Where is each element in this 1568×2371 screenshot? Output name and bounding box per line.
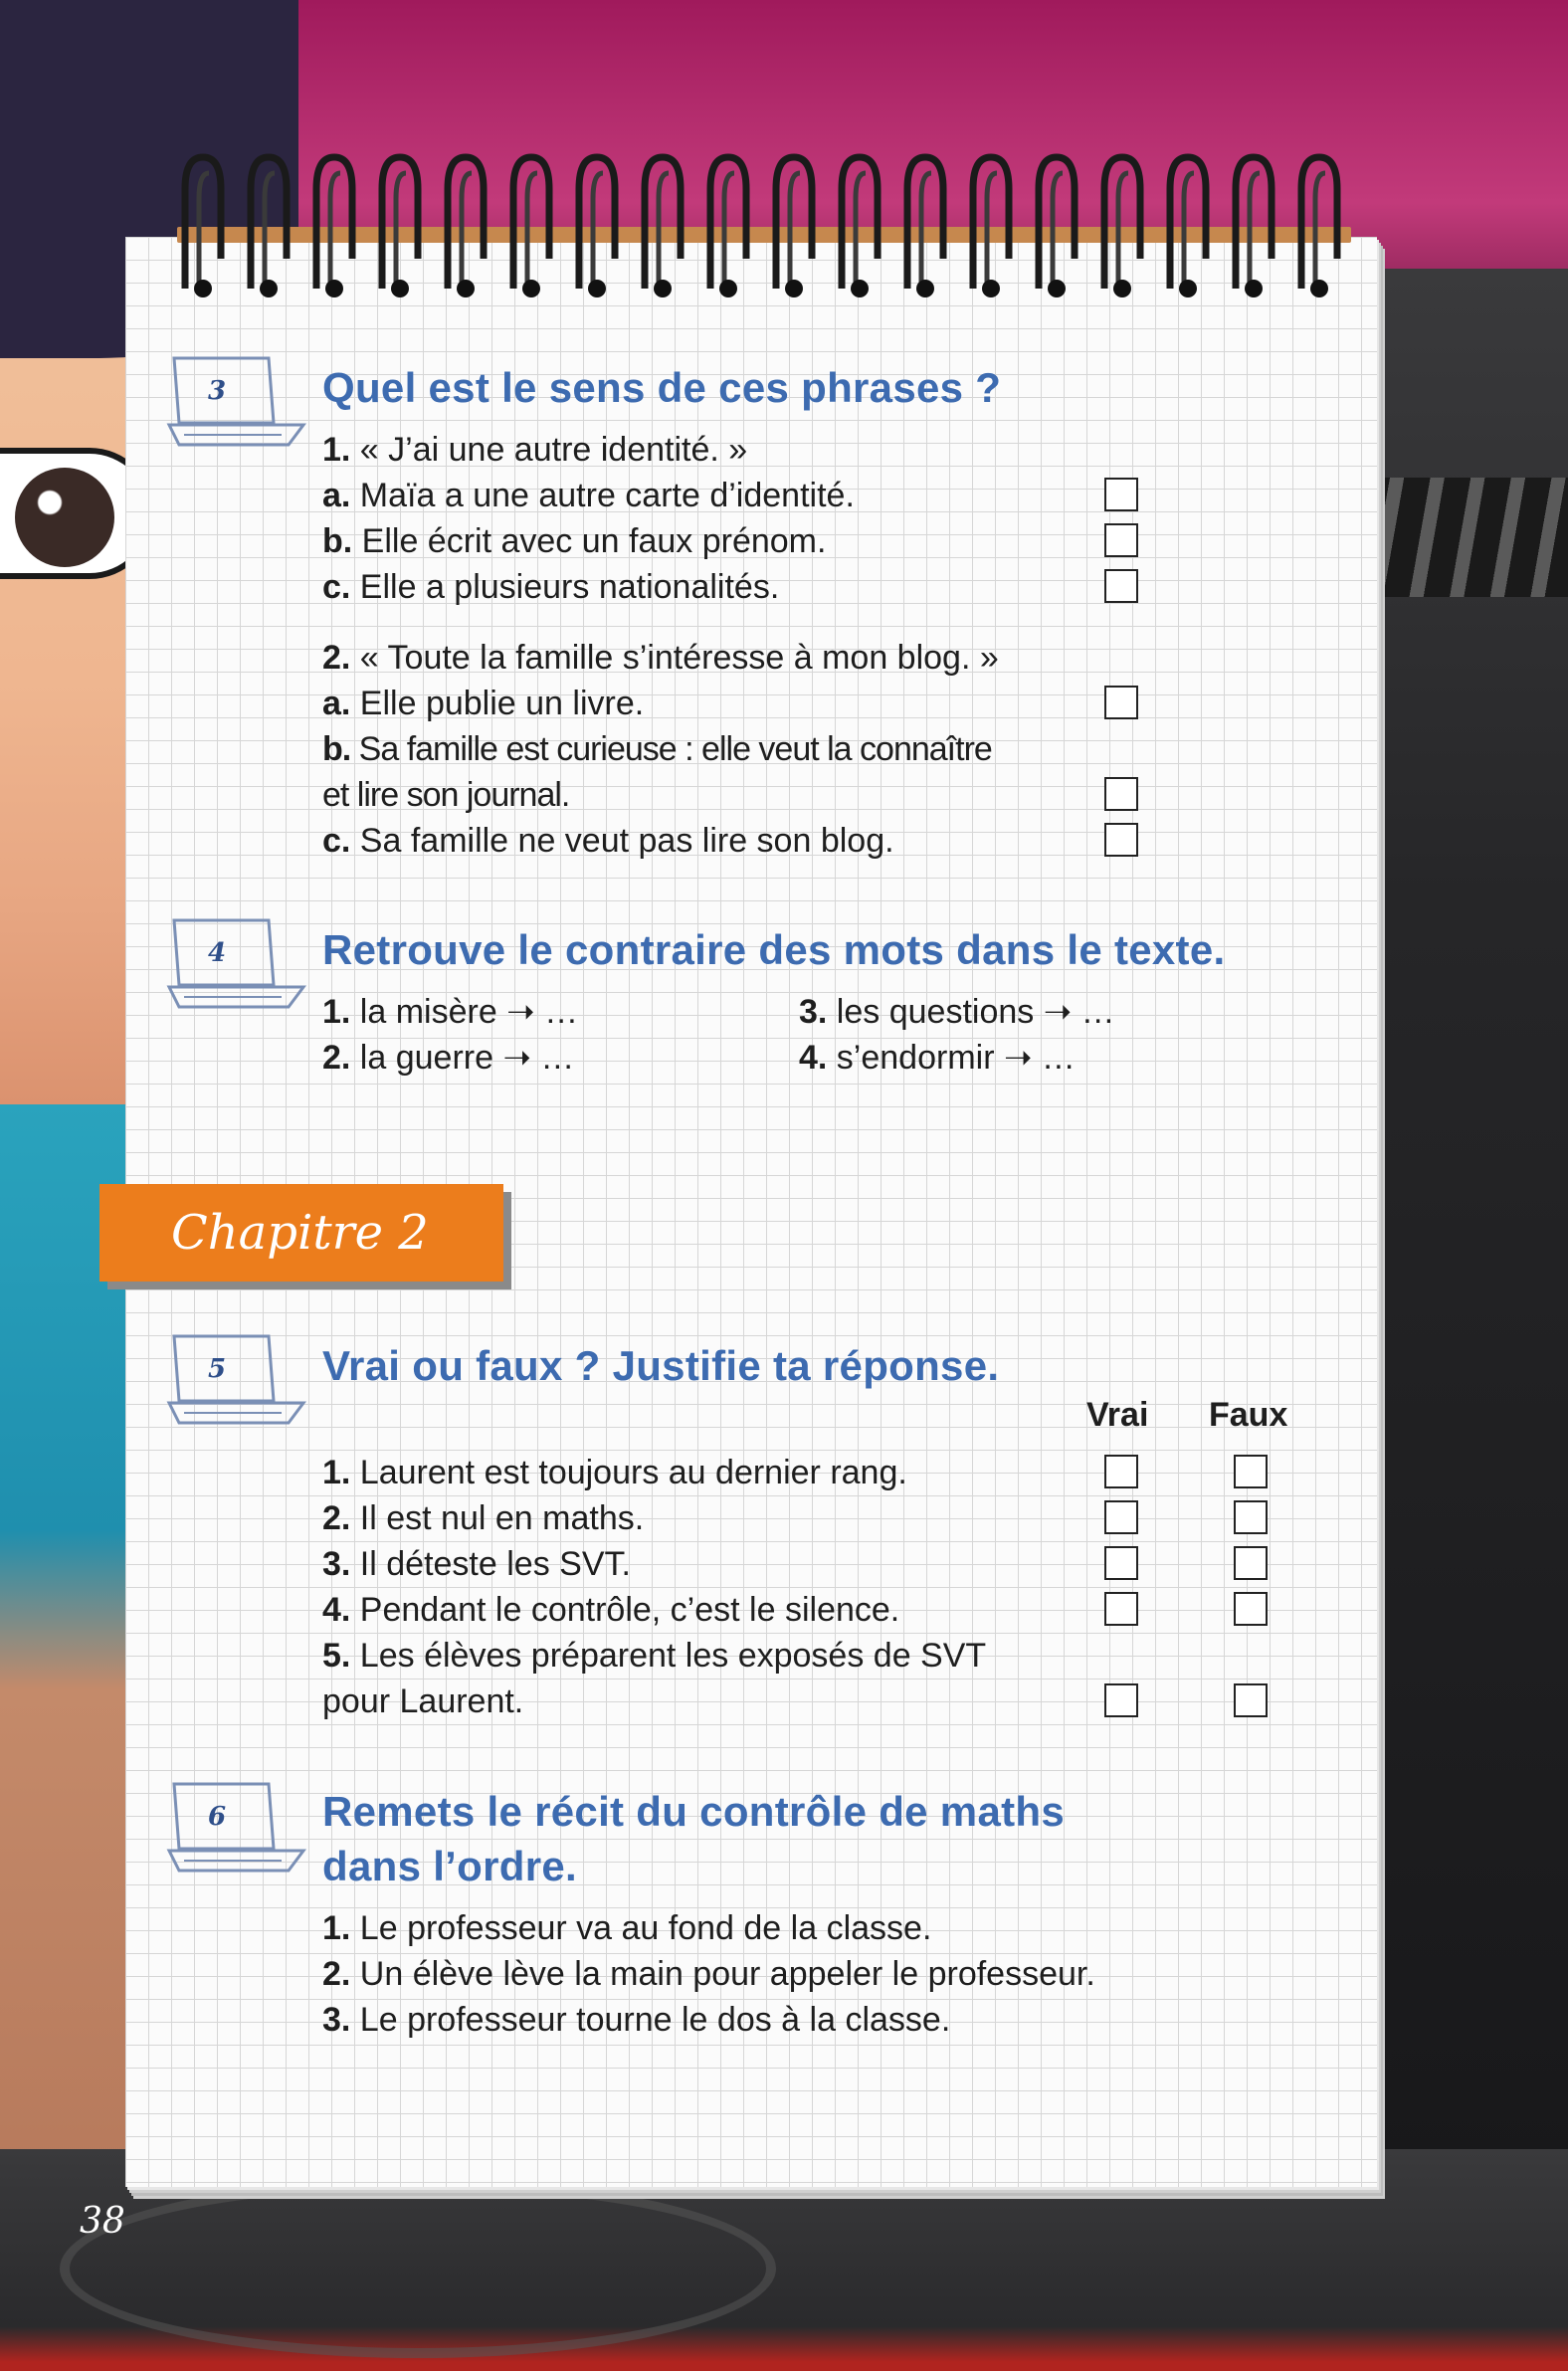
- spiral-ring-icon: [645, 157, 681, 297]
- column-header-true: Vrai: [1086, 1396, 1149, 1434]
- list-item: [799, 992, 1115, 1032]
- spiral-ring-icon: [185, 157, 221, 297]
- option-text: Elle écrit avec un faux prénom.: [352, 522, 827, 560]
- spiral-ring-icon: [907, 157, 943, 297]
- option-letter: c.: [322, 822, 351, 860]
- spiral-ring-icon: [842, 157, 878, 297]
- option-letter: b.: [322, 522, 353, 560]
- exercise-number: 5: [207, 1354, 227, 1384]
- spiral-ring-icon: [1301, 157, 1337, 297]
- exercise-number: 3: [207, 376, 227, 406]
- option-text: Sa famille est curieuse : elle veut la connaître: [350, 730, 992, 768]
- true-checkbox[interactable]: [1104, 1546, 1138, 1580]
- answer-option: [322, 567, 779, 607]
- option-text-continued: et lire son journal.: [322, 776, 570, 814]
- spiral-ring-icon: [251, 157, 287, 297]
- exercise-title: Vrai ou faux ? Justifie ta réponse.: [322, 1342, 1000, 1389]
- item-number: 1.: [322, 1909, 351, 1947]
- false-checkbox[interactable]: [1234, 1500, 1268, 1534]
- option-letter: c.: [322, 568, 351, 606]
- spiral-ring-icon: [513, 157, 549, 297]
- statement: [322, 1544, 631, 1584]
- option-text: Maïa a une autre carte d’identité.: [350, 477, 855, 514]
- statement: [322, 1453, 907, 1492]
- spiral-ring-icon: [1104, 157, 1140, 297]
- answer-option: [322, 821, 894, 861]
- answer-option: [322, 476, 855, 515]
- spiral-ring-icon: [1039, 157, 1075, 297]
- spiral-ring-icon: [973, 157, 1009, 297]
- answer-checkbox[interactable]: [1104, 777, 1138, 811]
- item-text: Le professeur tourne le dos à la classe.: [350, 2001, 951, 2039]
- true-checkbox[interactable]: [1104, 1683, 1138, 1717]
- false-checkbox[interactable]: [1234, 1592, 1268, 1626]
- option-text: Sa famille ne veut pas lire son blog.: [350, 822, 894, 860]
- statement-text: Pendant le contrôle, c’est le silence.: [350, 1591, 900, 1629]
- question-number: 1.: [322, 431, 351, 469]
- illustration-curve: [60, 2179, 776, 2358]
- page-number: 38: [80, 2201, 125, 2242]
- item-number: 2.: [322, 1955, 351, 1993]
- option-text: Elle a plusieurs nationalités.: [350, 568, 780, 606]
- column-header-false: Faux: [1209, 1396, 1288, 1434]
- statement-text: Il est nul en maths.: [350, 1499, 645, 1537]
- question-prompt: [322, 430, 747, 470]
- answer-option: [322, 729, 992, 769]
- statement-text: Les élèves préparent les exposés de SVT: [350, 1637, 987, 1675]
- list-item: [799, 1038, 1076, 1078]
- statement-number: 1.: [322, 1454, 351, 1491]
- statement-text: Laurent est toujours au dernier rang.: [350, 1454, 907, 1491]
- item-text: s’endormir ➝ …: [827, 1039, 1076, 1077]
- statement-number: 4.: [322, 1591, 351, 1629]
- exercise-title: Retrouve le contraire des mots dans le texte.: [322, 926, 1226, 973]
- question-number: 2.: [322, 639, 351, 677]
- spiral-ring-icon: [448, 157, 484, 297]
- statement: [322, 1590, 899, 1630]
- spiral-rings-icon: [169, 149, 1363, 308]
- list-item: [322, 992, 578, 1032]
- option-letter: a.: [322, 685, 351, 722]
- question-prompt: [322, 638, 999, 678]
- option-letter: a.: [322, 477, 351, 514]
- exercise-title-line2: dans l’ordre.: [322, 1843, 577, 1889]
- illustration-pupil: [15, 468, 114, 567]
- item-text: les questions ➝ …: [827, 993, 1115, 1031]
- statement-text: Il déteste les SVT.: [350, 1545, 631, 1583]
- statement-number: 3.: [322, 1545, 351, 1583]
- answer-checkbox[interactable]: [1104, 823, 1138, 857]
- item-number: 4.: [799, 1039, 828, 1077]
- statement-number: 5.: [322, 1637, 351, 1675]
- statement-text-continued: pour Laurent.: [322, 1682, 524, 1720]
- item-text: la guerre ➝ …: [350, 1039, 575, 1077]
- item-text: Le professeur va au fond de la classe.: [350, 1909, 932, 1947]
- answer-option: [322, 684, 644, 723]
- statement-number: 2.: [322, 1499, 351, 1537]
- spiral-ring-icon: [776, 157, 812, 297]
- false-checkbox[interactable]: [1234, 1683, 1268, 1717]
- spiral-ring-icon: [710, 157, 746, 297]
- option-text: Elle publie un livre.: [350, 685, 645, 722]
- list-item: [322, 1908, 931, 1948]
- option-letter: b.: [322, 730, 351, 768]
- item-number: 2.: [322, 1039, 351, 1077]
- item-number: 1.: [322, 993, 351, 1031]
- statement: [322, 1498, 644, 1538]
- spiral-ring-icon: [1236, 157, 1272, 297]
- exercise-number: 4: [207, 938, 227, 968]
- chapter-label: Chapitre 2: [99, 1184, 503, 1282]
- false-checkbox[interactable]: [1234, 1455, 1268, 1488]
- true-checkbox[interactable]: [1104, 1455, 1138, 1488]
- exercise-title: Quel est le sens de ces phrases ?: [322, 364, 1002, 411]
- exercise-number: 6: [207, 1802, 227, 1832]
- true-checkbox[interactable]: [1104, 1500, 1138, 1534]
- spiral-ring-icon: [382, 157, 418, 297]
- spiral-ring-icon: [1170, 157, 1206, 297]
- item-text: la misère ➝ …: [350, 993, 579, 1031]
- exercise-title-line1: Remets le récit du contrôle de maths: [322, 1788, 1066, 1835]
- false-checkbox[interactable]: [1234, 1546, 1268, 1580]
- item-text: Un élève lève la main pour appeler le professeur.: [350, 1955, 1095, 1993]
- question-text: « Toute la famille s’intéresse à mon blog. »: [350, 639, 999, 677]
- answer-checkbox[interactable]: [1104, 478, 1138, 511]
- answer-checkbox[interactable]: [1104, 569, 1138, 603]
- list-item: [322, 2000, 950, 2040]
- list-item: [322, 1038, 574, 1078]
- true-checkbox[interactable]: [1104, 1592, 1138, 1626]
- answer-option: [322, 521, 826, 561]
- spiral-ring-icon: [579, 157, 615, 297]
- answer-checkbox[interactable]: [1104, 523, 1138, 557]
- list-item: [322, 1954, 1095, 1994]
- answer-checkbox[interactable]: [1104, 686, 1138, 719]
- question-text: « J’ai une autre identité. »: [350, 431, 748, 469]
- statement: [322, 1636, 986, 1676]
- item-number: 3.: [799, 993, 828, 1031]
- item-number: 3.: [322, 2001, 351, 2039]
- spiral-ring-icon: [316, 157, 352, 297]
